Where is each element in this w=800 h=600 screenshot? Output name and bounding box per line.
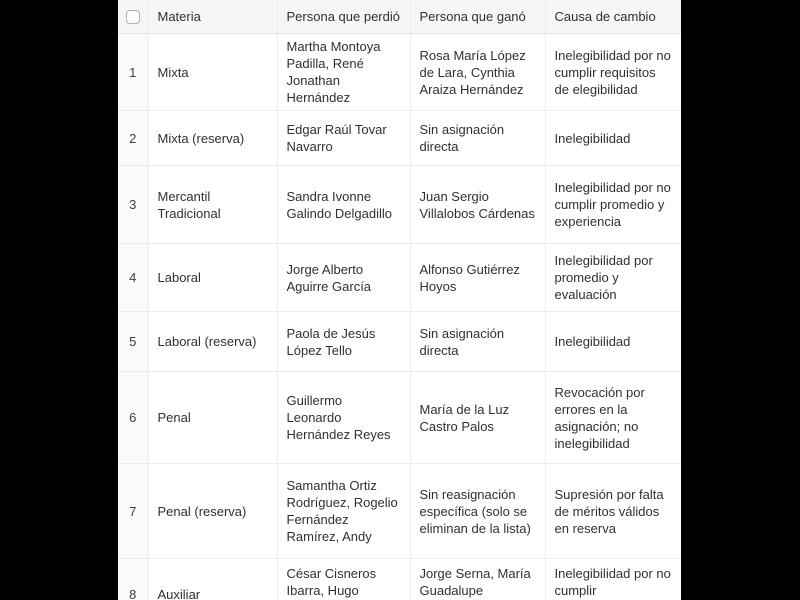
cell-materia: Laboral (reserva) [148,312,277,372]
cell-persona-gano: Sin reasignación específica (solo se eliminan de la lista) [410,464,545,559]
row-number: 1 [118,34,148,111]
select-all-checkbox[interactable] [126,10,140,24]
table-row[interactable] [118,166,681,244]
data-table-panel [118,0,681,600]
cell-persona-perdio: César Cisneros Ibarra, Hugo [277,559,410,600]
letterbox-right [681,0,800,600]
cell-persona-gano: Jorge Serna, María Guadalupe [410,559,545,600]
cell-persona-gano: Sin asignación directa [410,111,545,166]
column-header-persona-gano: Persona que ganó [410,0,545,34]
select-all-cell [118,0,148,34]
cell-persona-perdio: Jorge Alberto Aguirre García [277,244,410,312]
cell-persona-gano: Rosa María López de Lara, Cynthia Araiza Hernández [410,34,545,111]
column-header-causa: Causa de cambio [545,0,681,34]
cell-materia: Mixta (reserva) [148,111,277,166]
letterbox-left [0,0,118,600]
cell-causa: Revocación por errores en la asignación; no inelegibilidad [545,372,681,464]
table-row[interactable] [118,312,681,372]
cell-causa: Inelegibilidad [545,111,681,166]
cell-persona-perdio: Martha Montoya Padilla, René Jonathan Hernández [277,34,410,111]
cell-causa: Inelegibilidad por promedio y evaluación [545,244,681,312]
table-header-row [118,0,681,34]
table-row[interactable] [118,372,681,464]
cell-causa: Inelegibilidad [545,312,681,372]
cell-persona-gano: Sin asignación directa [410,312,545,372]
row-number: 2 [118,111,148,166]
table-row[interactable] [118,34,681,111]
cell-causa: Supresión por falta de méritos válidos en reserva [545,464,681,559]
column-header-materia: Materia [148,0,277,34]
cell-materia: Auxiliar [148,559,277,600]
cell-materia: Penal [148,372,277,464]
cell-persona-perdio: Sandra Ivonne Galindo Delgadillo [277,166,410,244]
cell-persona-perdio: Paola de Jesús López Tello [277,312,410,372]
cell-persona-gano: María de la Luz Castro Palos [410,372,545,464]
row-number: 8 [118,559,148,600]
table-row[interactable] [118,111,681,166]
cell-causa: Inelegibilidad por no cumplir [545,559,681,600]
table-row[interactable] [118,464,681,559]
cell-persona-gano: Alfonso Gutiérrez Hoyos [410,244,545,312]
cell-persona-perdio: Guillermo Leonardo Hernández Reyes [277,372,410,464]
row-number: 7 [118,464,148,559]
reassignment-table [118,0,681,600]
cell-persona-perdio: Samantha Ortiz Rodríguez, Rogelio Fernández Ramírez, Andy [277,464,410,559]
row-number: 3 [118,166,148,244]
cell-persona-perdio: Edgar Raúl Tovar Navarro [277,111,410,166]
cell-materia: Penal (reserva) [148,464,277,559]
row-number: 5 [118,312,148,372]
column-header-persona-perdio: Persona que perdió [277,0,410,34]
cell-causa: Inelegibilidad por no cumplir promedio y experiencia [545,166,681,244]
row-number: 4 [118,244,148,312]
cell-materia: Mercantil Tradicional [148,166,277,244]
cell-causa: Inelegibilidad por no cumplir requisitos de elegibilidad [545,34,681,111]
cell-persona-gano: Juan Sergio Villalobos Cárdenas [410,166,545,244]
cell-materia: Mixta [148,34,277,111]
table-row[interactable] [118,559,681,600]
cell-materia: Laboral [148,244,277,312]
row-number: 6 [118,372,148,464]
table-row[interactable] [118,244,681,312]
